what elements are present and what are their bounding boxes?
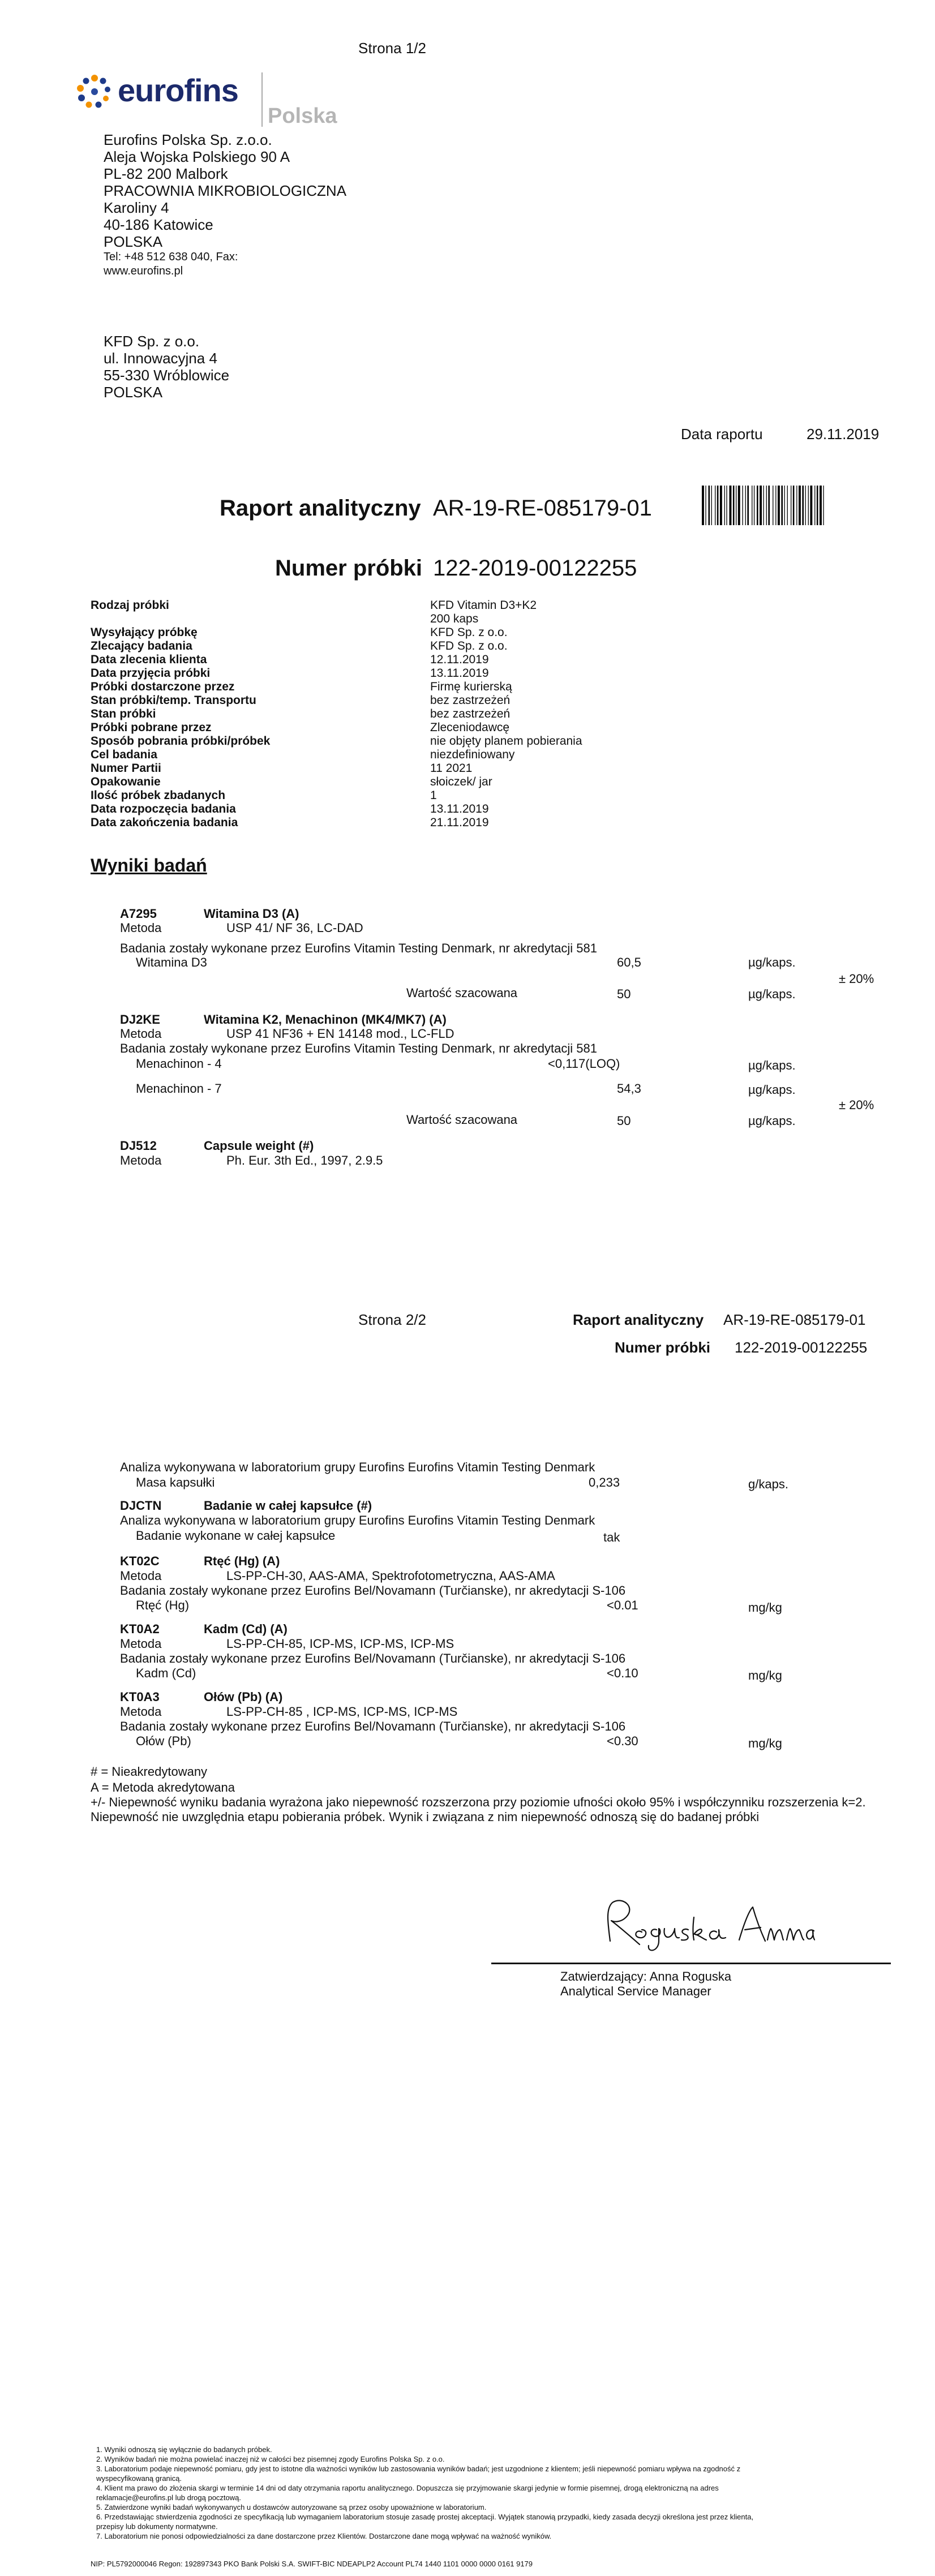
footnote-line: przepisy lub dokumenty normatywne. — [96, 2522, 218, 2531]
method-label: Metoda — [120, 1569, 162, 1583]
info-row — [91, 789, 657, 802]
info-label: Opakowanie — [91, 775, 161, 788]
uncertainty-note: Niepewność nie uwzględnia etapu pobierania próbek. Wynik i związana z nim niepewność odnoszą się do badanej próbki — [91, 1810, 760, 1824]
info-value: niezdefiniowany — [430, 748, 515, 761]
address-line: POLSKA — [104, 233, 163, 250]
results-heading: Wyniki badań — [91, 855, 207, 875]
continuation-note: Analiza wykonywana w laboratorium grupy Eurofins Eurofins Vitamin Testing Denmark — [120, 1460, 595, 1474]
test-code: A7295 — [120, 907, 157, 921]
info-label: Numer Partii — [91, 762, 161, 775]
uncertainty: ± 20% — [839, 972, 874, 986]
address-line: Aleja Wojska Polskiego 90 A — [104, 148, 290, 165]
report-date: 29.11.2019 — [807, 426, 880, 443]
address-line: POLSKA — [104, 384, 163, 401]
info-label: Rodzaj próbki — [91, 599, 169, 612]
info-row — [91, 667, 657, 680]
info-row — [91, 639, 657, 653]
sample-number: 122-2019-00122255 — [735, 1339, 868, 1356]
method-label: Metoda — [120, 921, 162, 935]
logo-brand: eurofins — [118, 72, 238, 108]
footnote-line: 6. Przedstawiając stwierdzenia zgodności ze specyfikacją lub wymaganiem laboratorium stosuje zasadę prostej akceptacji. Wyjątek stanowią przypadki, kiedy zasada decyzji określona jest przez klienta, — [96, 2513, 754, 2521]
param-name: Menachinon - 7 — [136, 1081, 222, 1096]
test-code: DJ512 — [120, 1139, 157, 1153]
report-label: Raport analityczny — [573, 1311, 704, 1328]
info-value: 200 kaps — [430, 612, 479, 625]
info-value: 21.11.2019 — [430, 816, 489, 829]
info-label: Data rozpoczęcia badania — [91, 802, 236, 815]
uncertainty-note: +/- Niepewność wyniku badania wyrażona jako niepewność rozszerzona przy poziomie ufności około 95% i współczynniku rozszerzenia k=2. — [91, 1795, 866, 1809]
param-value: <0.30 — [607, 1734, 638, 1748]
info-label: Data zakończenia badania — [91, 816, 238, 829]
legend-non-accredited: # = Nieakredytowany — [91, 1764, 208, 1779]
test-name: Witamina D3 (A) — [204, 907, 299, 921]
param-value: <0.10 — [607, 1666, 638, 1680]
info-value: KFD Sp. z o.o. — [430, 626, 508, 639]
footnote-line: 4. Klient ma prawo do złożenia skargi w terminie 14 dni od daty otrzymania raportu analitycznego. Dopuszcza się przyjmowanie skargi jedynie w formie pisemnej, drogą elektroniczną na adres — [96, 2484, 719, 2492]
param-unit: µg/kaps. — [748, 955, 796, 969]
uncertainty: ± 20% — [839, 1098, 874, 1112]
param-value: 60,5 — [617, 955, 641, 969]
report-label: Raport analityczny — [220, 496, 421, 521]
param-value: tak — [603, 1530, 620, 1544]
logo-sub: Polska — [268, 104, 337, 128]
footnote-line: 2. Wyników badań nie można powielać inaczej niż w całości bez pisemnej zgody Eurofins Polska Sp. z o.o. — [96, 2455, 445, 2463]
method-label: Metoda — [120, 1705, 162, 1719]
param-unit: mg/kg — [748, 1668, 782, 1682]
param-name: Menachinon - 4 — [136, 1057, 222, 1071]
approver: Zatwierdzający: Anna Roguska — [560, 1969, 732, 1983]
info-label: Data przyjęcia próbki — [91, 667, 211, 680]
info-label: Sposób pobrania próbki/próbek — [91, 735, 271, 748]
approver-title: Analytical Service Manager — [560, 1984, 711, 1998]
sample-number: 122-2019-00122255 — [433, 556, 637, 581]
issuer-address — [104, 131, 346, 278]
param-value: <0.01 — [607, 1598, 638, 1612]
param-name: Witamina D3 — [136, 955, 207, 969]
info-row — [91, 816, 657, 830]
info-value: Zleceniodawcę — [430, 721, 510, 734]
info-value: 13.11.2019 — [430, 802, 489, 815]
footnote-line: 3. Laboratorium podaje niepewność pomiaru, gdy jest to istotne dla ważności wyników lub zastosowania wyników badań; jest uzgodnione z klientem; jeśli niepewność pomiaru wpływa na zgodność z — [96, 2465, 741, 2473]
info-label: Zlecający badania — [91, 639, 192, 652]
address-line: PL-82 200 Malbork — [104, 165, 228, 182]
test-code: DJCTN — [120, 1499, 162, 1513]
page-number: Strona 1/2 — [358, 40, 426, 57]
test-name: Capsule weight (#) — [204, 1139, 314, 1153]
param-value: 54,3 — [617, 1081, 641, 1096]
legend-accredited: A = Metoda akredytowana — [91, 1780, 235, 1794]
method-value: LS-PP-CH-85, ICP-MS, ICP-MS, ICP-MS — [226, 1637, 454, 1651]
info-row — [91, 626, 657, 639]
test-name: Rtęć (Hg) (A) — [204, 1554, 280, 1568]
footnote-line: 7. Laboratorium nie ponosi odpowiedzialności za dane dostarczone przez Klientów. Dostarczone dane mogą wpływać na ważność wyników. — [96, 2532, 552, 2540]
test-note: Badania zostały wykonane przez Eurofins Bel/Novamann (Turčianske), nr akredytacji S-106 — [120, 1651, 626, 1665]
contact-line: Tel: +48 512 638 040, Fax: — [104, 251, 238, 263]
test-name: Kadm (Cd) (A) — [204, 1622, 288, 1636]
test-code: KT0A2 — [120, 1622, 160, 1636]
info-value: KFD Sp. z o.o. — [430, 639, 508, 652]
address-line: Karoliny 4 — [104, 199, 169, 216]
info-label: Ilość próbek zbadanych — [91, 789, 226, 802]
sample-label: Numer próbki — [615, 1339, 711, 1356]
info-row — [91, 707, 657, 721]
info-value: bez zastrzeżeń — [430, 707, 511, 720]
contact-line: www.eurofins.pl — [104, 265, 183, 277]
sample-info — [91, 599, 713, 848]
test-name: Badanie w całej kapsułce (#) — [204, 1499, 372, 1513]
logo-divider — [261, 72, 263, 127]
param-unit: g/kaps. — [748, 1477, 788, 1491]
address-line: PRACOWNIA MIKROBIOLOGICZNA — [104, 182, 347, 199]
param-name: Masa kapsułki — [136, 1475, 215, 1489]
test-note: Badania zostały wykonane przez Eurofins Vitamin Testing Denmark, nr akredytacji 581 — [120, 1041, 597, 1055]
test-name: Witamina K2, Menachinon (MK4/MK7) (A) — [204, 1012, 447, 1027]
info-row — [91, 775, 657, 789]
param-value: 0,233 — [589, 1475, 620, 1489]
address-line: 40-186 Katowice — [104, 216, 213, 233]
signature-image — [600, 1895, 815, 1957]
barcode — [701, 486, 887, 525]
info-value: bez zastrzeżeń — [430, 694, 511, 707]
address-line: 55-330 Wróblowice — [104, 367, 230, 384]
method-value: USP 41/ NF 36, LC-DAD — [226, 921, 363, 935]
info-label: Wysyłający próbkę — [91, 626, 198, 639]
info-value: 1 — [430, 789, 437, 802]
estimated-label: Wartość szacowana — [406, 1113, 518, 1127]
estimated-unit: µg/kaps. — [748, 1114, 796, 1128]
info-label: Cel badania — [91, 748, 157, 761]
bank-line: NIP: PL5792000046 Regon: 192897343 PKO Bank Polski S.A. SWIFT-BIC NDEAPLP2 Account PL74 1440 1101 0000 0000 0161 9179 — [91, 2560, 533, 2568]
test-note: Analiza wykonywana w laboratorium grupy Eurofins Eurofins Vitamin Testing Denmark — [120, 1513, 595, 1527]
info-value: KFD Vitamin D3+K2 — [430, 599, 537, 612]
footnote-line: reklamacje@eurofins.pl lub drogą pocztową. — [96, 2493, 241, 2502]
info-value: 12.11.2019 — [430, 653, 489, 666]
address-line: ul. Innowacyjna 4 — [104, 350, 217, 367]
test-code: DJ2KE — [120, 1012, 160, 1027]
estimated-value: 50 — [617, 987, 631, 1001]
info-row — [91, 762, 657, 775]
method-value: Ph. Eur. 3th Ed., 1997, 2.9.5 — [226, 1153, 383, 1167]
test-note: Badania zostały wykonane przez Eurofins Bel/Novamann (Turčianske), nr akredytacji S-106 — [120, 1719, 626, 1733]
client-address — [104, 333, 229, 401]
eurofins-logo-icon — [75, 72, 114, 112]
sample-label: Numer próbki — [275, 556, 423, 581]
info-row — [91, 748, 657, 762]
method-value: LS-PP-CH-30, AAS-AMA, Spektrofotometryczna, AAS-AMA — [226, 1569, 555, 1583]
test-code: KT0A3 — [120, 1690, 160, 1704]
param-unit: µg/kaps. — [748, 1083, 796, 1097]
info-label: Data zlecenia klienta — [91, 653, 207, 666]
footnotes — [96, 2445, 753, 2541]
report-number: AR-19-RE-085179-01 — [723, 1311, 866, 1328]
param-name: Ołów (Pb) — [136, 1734, 191, 1748]
method-label: Metoda — [120, 1153, 162, 1167]
page-number: Strona 2/2 — [358, 1311, 426, 1328]
info-value: Firmę kurierską — [430, 680, 512, 693]
param-unit: µg/kaps. — [748, 1058, 796, 1072]
test-name: Ołów (Pb) (A) — [204, 1690, 283, 1704]
test-note: Badania zostały wykonane przez Eurofins Bel/Novamann (Turčianske), nr akredytacji S-106 — [120, 1583, 626, 1598]
info-value: słoiczek/ jar — [430, 775, 492, 788]
param-name: Kadm (Cd) — [136, 1666, 196, 1680]
info-label: Stan próbki/temp. Transportu — [91, 694, 256, 707]
address-line: Eurofins Polska Sp. z.o.o. — [104, 131, 272, 148]
param-name: Badanie wykonane w całej kapsułce — [136, 1529, 336, 1543]
param-unit: mg/kg — [748, 1600, 782, 1615]
info-row — [91, 721, 657, 735]
footnote-line: 1. Wyniki odnoszą się wyłącznie do badanych próbek. — [96, 2445, 272, 2454]
footnote-line: wyspecyfikowaną granicą. — [96, 2474, 182, 2483]
param-value: <0,117(LOQ) — [548, 1057, 620, 1071]
info-value: nie objęty planem pobierania — [430, 735, 582, 748]
param-unit: mg/kg — [748, 1736, 782, 1750]
method-label: Metoda — [120, 1027, 162, 1041]
method-label: Metoda — [120, 1637, 162, 1651]
estimated-label: Wartość szacowana — [406, 986, 518, 1000]
info-row — [91, 680, 657, 694]
info-row — [91, 802, 657, 816]
info-label: Próbki pobrane przez — [91, 721, 212, 734]
info-row — [91, 599, 657, 612]
test-code: KT02C — [120, 1554, 160, 1568]
report-number: AR-19-RE-085179-01 — [433, 496, 652, 521]
estimated-value: 50 — [617, 1114, 631, 1128]
estimated-unit: µg/kaps. — [748, 987, 796, 1001]
report-date-label: Data raportu — [681, 426, 763, 443]
info-label: Stan próbki — [91, 707, 156, 720]
footnote-line: 5. Zatwierdzone wyniki badań wykonywanych u dostawców autoryzowane są przez osoby upoważnione w laboratorium. — [96, 2503, 487, 2511]
info-row — [91, 653, 657, 667]
info-value: 13.11.2019 — [430, 667, 489, 680]
signature-line — [491, 1963, 891, 1964]
info-row — [91, 735, 657, 748]
info-value: 11 2021 — [430, 762, 473, 775]
param-name: Rtęć (Hg) — [136, 1598, 190, 1612]
address-line: KFD Sp. z o.o. — [104, 333, 200, 350]
info-row — [91, 612, 657, 626]
method-value: LS-PP-CH-85 , ICP-MS, ICP-MS, ICP-MS — [226, 1705, 458, 1719]
test-note: Badania zostały wykonane przez Eurofins Vitamin Testing Denmark, nr akredytacji 581 — [120, 941, 597, 955]
info-row — [91, 694, 657, 707]
method-value: USP 41 NF36 + EN 14148 mod., LC-FLD — [226, 1027, 454, 1041]
info-label: Próbki dostarczone przez — [91, 680, 235, 693]
